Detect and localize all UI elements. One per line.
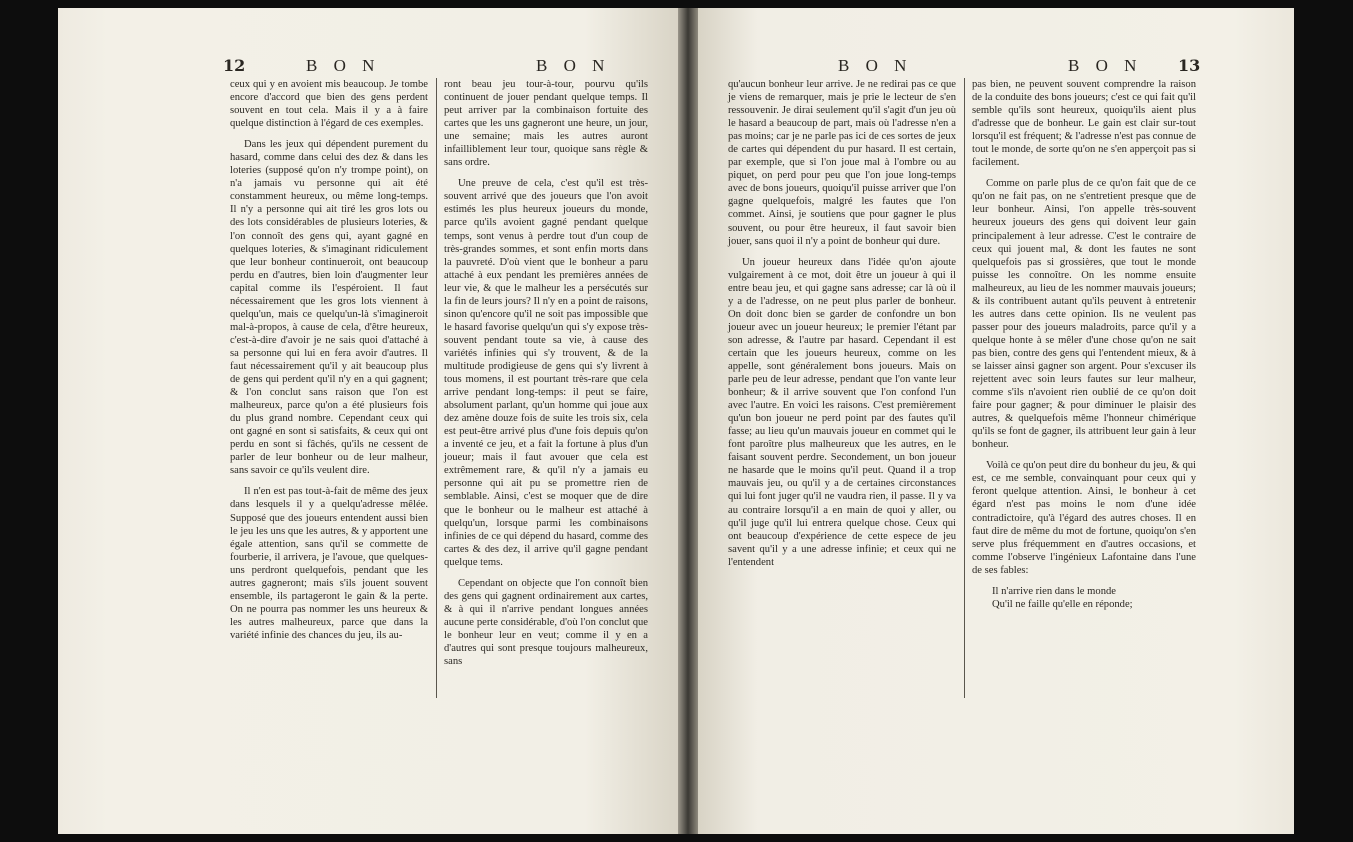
left-column-1 — [230, 78, 428, 650]
right-page-number: 13 — [1178, 56, 1201, 75]
paragraph: ront beau jeu tour-à-tour, pourvu qu'ils continuent de jouer pendant quelque temps. Il peut arriver par la combinaison fortuite des cartes que les uns gagneront une heure, un jour, une semaine; mais les autres auront infailliblement leur tour, quoique sans règle & sans ordre. — [444, 79, 648, 169]
paragraph: ceux qui y en avoient mis beaucoup. Je tombe encore d'accord que bien des gens perdent souvent en tout cela. Mais il y a à faire quelque distinction à l'égard de ces exemples. — [230, 79, 428, 130]
paragraph: pas bien, ne peuvent souvent comprendre la raison de la conduite des bons joueurs; c'est ce qui fait qu'il semble qu'ils sont heureux, quoiqu'ils aient plus d'adresse que de bonheur. Le gain est clair sur-tout lorsqu'il est fréquent; & l'adresse n'est pas connue de tout le monde, de sorte qu'on ne s'en apperçoit pas si facilement. — [972, 79, 1196, 169]
verse-line: Il n'arrive rien dans le monde — [992, 585, 1116, 597]
book-gutter — [678, 8, 698, 834]
paragraph: Un joueur heureux dans l'idée qu'on ajoute vulgairement à ce mot, doit être un joueur à qui il entre beau jeu, et qui gagne sans adresse; car là où il y a de l'adresse, on ne peut plus parler de bonheur. On doit donc bien se garder de confondre un bon joueur avec un joueur heureux; le premier l'étant par son adresse, & l'autre par hasard. Cependant il est certain que les joueurs heureux, comme on les appelle, sont généralement bons joueurs. Mais on parle peu de leur adresse, pendant que l'on vante leur bonheur; & il arrive souvent que l'on confond l'un avec l'autre. En voici les raisons. C'est premièrement qu'un bon joueur ne perd point par des fautes qu'il fasse; au lieu qu'un mauvais joueur en commet qui le font paroître plus malheureux que les autres, en le faisant souvent perdre. Secondement, un bon joueur ne hasarde que le moins qu'il peut. Quand il a trop mauvais jeu, ou qu'il y a de certaines circonstances qui lui font juger qu'il ne vaudra rien, il passe. Il y va au contraire lorsqu'il a en main de quoi y aller, ou qu'il juge qu'il lui entrera quelque chose. Ceux qui ont beaucoup d'expérience de cette espece de jeu savent qu'il y a une adresse infinie; et ceux qui ne l'entendent — [728, 256, 956, 568]
column-rule — [436, 78, 437, 698]
paragraph: Dans les jeux qui dépendent purement du hasard, comme dans celui des dez & dans les loteries (supposé qu'on n'y trompe point), on n'a jamais vu personne qui ait été constamment heureux, ou même long-temps. Il n'y a personne qui ait tiré les gros lots ou des lots considérables de plusieurs loteries, & l'on connoît des gens qui, ayant gagné en quelques loteries, & s'imaginant ridiculement que leur bonheur continueroit, ont beaucoup perdu en d'autres, bien loin d'augmenter leur capital comme ils l'espéroient. Il faut nécessairement que les gros lots viennent à quelqu'un, mais ce quelqu'un-là s'imagineroit mal-à-propos, à cause de cela, d'être heureux, c'est-à-dire d'avoir je ne sais quoi d'attaché à sa personne qui lui en fera avoir d'autres. Il faut nécessairement qu'il y ait beaucoup plus de gens qui perdent qu'il n'y en a qui gagnent; & l'on conclut sans raison que l'on est malheureux, parce qu'on a été plusieurs fois du plus grand nombre. Cependant ceux qui ont gagné en sont si satisfaits, & ceux qui ont perdu en sont si fâchés, qu'ils ne cessent de parler de leur bonheur ou de leur malheur, sans savoir ce qu'ils veulent dire. — [230, 139, 428, 477]
right-page — [698, 8, 1294, 834]
left-running-head-2: B O N — [536, 56, 611, 75]
left-column-2 — [444, 78, 648, 676]
right-running-head-1: B O N — [838, 56, 913, 75]
open-book-scan — [58, 8, 1294, 834]
paragraph: Il n'en est pas tout-à-fait de même des jeux dans lesquels il y a quelqu'adresse mêlée. Supposé que des joueurs entendent aussi bien le jeu les uns que les autres, & y apportent une égale attention, sans qu'il se commette de fourberie, il arrivera, je l'avoue, que quelques-uns perdront quelquefois, pendant que les autres gagneront; mais s'ils jouent souvent ensemble, ils partageront le gain & la perte. On ne pourra pas nommer les uns heureux & les autres malheureux, parce que dans la variété infinie des chances du jeu, ils au- — [230, 486, 428, 641]
left-page-number: 12 — [223, 56, 246, 75]
verse-line: Qu'il ne faille qu'elle en réponde; — [992, 598, 1133, 610]
paragraph: Voilà ce qu'on peut dire du bonheur du jeu, & qui est, ce me semble, convainquant pour ceux qui y feront quelque attention. Ainsi, le bonheur à cet égard n'est pas moins le nom d'une idée contradictoire, qu'à l'égard des autres choses. Il en faut dire de même du mot de fortune, quoiqu'on s'en serve plus fréquemment en d'autres occasions, et comme l'observe l'ingénieux Lafontaine dans l'une de ses fables: — [972, 460, 1196, 576]
paragraph: Une preuve de cela, c'est qu'il est très-souvent arrivé que des joueurs que l'on avoit estimés les plus heureux joueurs du monde, parce qu'ils avoient gagné pendant quelque temps, sont venus à perdre tout d'un coup de très-grandes sommes, et sont enfin morts dans la pauvreté. D'où vient que le bonheur a paru attaché à eux pendant les premières années de leur vie, & que le malheur les a persécutés sur la fin de leurs jours? Il n'y en a point de raisons, sinon qu'encore qu'il ne soit pas impossible que le hasard favorise quelqu'un qui s'y expose très-souvent pendant toute sa vie, à cause des variétés infinies qui s'y trouvent, & de la multitude prodigieuse de gens qui s'y livrent à tous momens, il est pourtant très-rare que cela arrive pendant long-temps: il peut se faire, absolument parlant, qu'un homme qui joue aux dez amène douze fois de suite les trois six, cela est peut-être arrivé plus d'une fois depuis qu'on a inventé ce jeu, et a fait la fortune à plus d'un joueur; mais il faut avouer que cela est extrêmement rare, & qu'il n'y a jamais eu personne qui ait pu se promettre rien de semblable. Ainsi, c'est se moquer que de dire que le bonheur ou le malheur est attaché à quelqu'un, lorsque parmi les combinaisons infinies de ce qui dépend du hasard, comme des cartes & des dez, il arrive qu'il gagne pendant quelque tems. — [444, 178, 648, 568]
paragraph: Comme on parle plus de ce qu'on fait que de ce qu'on ne fait pas, on ne s'entretient presque que de leur bonheur. Ainsi, l'on appelle très-souvent heureux joueurs des gens qui doivent leur gain principalement à leur adresse. C'est le contraire de ceux qui jouent mal, & dont les fautes ne sont quelquefois pas si grossières, que tout le monde puisse les connoître. On les nomme ensuite malheureux, au lieu de les nommer mauvais joueurs; & ils contribuent autant qu'ils peuvent à entretenir les autres dans cette opinion. Ils ne veulent pas passer pour des joueurs maladroits, parce qu'il y a quelque honte à se mêler d'une chose qu'on ne sait pas bien, contre des gens qui l'entendent mieux, & à se laisser ainsi gagner son argent. Pour s'excuser ils rejettent avec soin leurs fautes sur leur malheur, comme s'ils n'avoient rien oublié de ce qu'on doit faire pour gagner; & pour diminuer le plaisir des autres, & quelquefois même l'honneur chimérique qu'ils se font de gagner, ils attribuent leur gain à leur bonheur. — [972, 178, 1196, 451]
paragraph: Cependant on objecte que l'on connoît bien des gens qui gagnent ordinairement aux cartes, & à qui il n'arrive pendant longues années aucune perte considérable, d'où l'on conclut que le bonheur leur en veut; comme il y en a d'autres qui sont presque toujours malheureux, sans — [444, 577, 648, 668]
right-column-1 — [728, 78, 956, 577]
right-running-head-2: B O N — [1068, 56, 1143, 75]
column-rule — [964, 78, 965, 698]
left-running-head-1: B O N — [306, 56, 381, 75]
right-column-2 — [972, 78, 1196, 611]
paragraph: qu'aucun bonheur leur arrive. Je ne redirai pas ce que je viens de remarquer, mais je prie le lecteur de s'en ressouvenir. Je dirai seulement qu'il s'agit d'un jeu où le hasard a beaucoup de part, mais où l'adresse n'en a pas moins; car je ne parle pas ici de ces sortes de jeux de cartes qui dépendent du pur hasard. Il est certain, par exemple, que si l'on joue mal à l'ombre ou au piquet, on perd pour peu que l'on joue long-temps avec de bons joueurs, quoiqu'il puisse arriver que l'on gagne quelquefois, malgré les fautes que l'on commet. Ainsi, je soutiens que pour gagner le plus souvent, ou pour être heureux, il faut savoir bien jouer, sans quoi il n'y a point de bonheur qui dure. — [728, 79, 956, 247]
left-page — [58, 8, 678, 834]
